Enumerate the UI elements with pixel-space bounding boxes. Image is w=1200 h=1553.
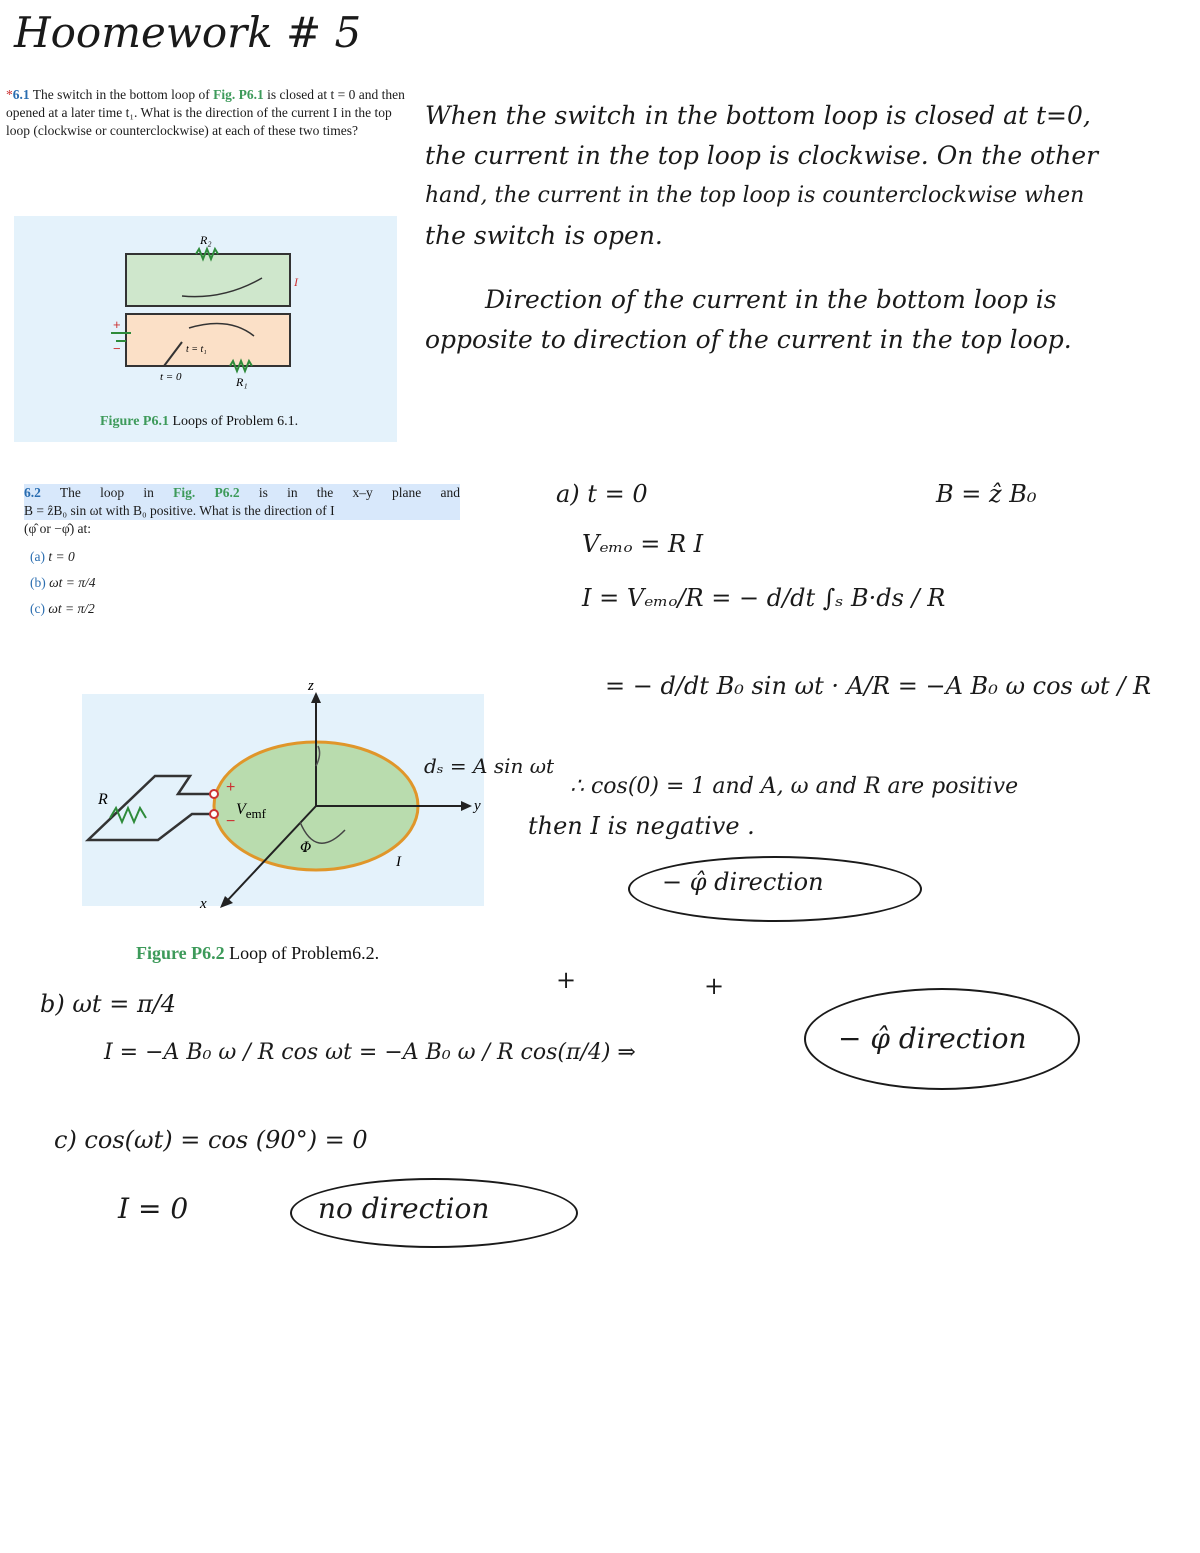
problem-text: B = ẑB₀ sin ωt with B₀ positive. What is the direction of I <box>24 502 460 520</box>
current-label: I <box>294 275 298 289</box>
answer-c: no direction <box>318 1192 490 1225</box>
derivative-step: = − d/dt B₀ sin ωt · A/R = −A B₀ ω cos ωt / R <box>605 672 1152 700</box>
part-label: (b) <box>30 575 46 590</box>
problem-6-2-text <box>24 484 460 622</box>
switch-close-time-label: t = 0 <box>160 371 182 383</box>
caption-text: Loops of Problem 6.1. <box>172 414 299 429</box>
current-label: I <box>396 854 401 870</box>
loop-wire <box>88 776 214 840</box>
problem-number: 6.2 <box>24 485 41 500</box>
part-label: (c) <box>30 601 45 616</box>
resistor-r1-label: R₁ <box>236 375 248 389</box>
part-item <box>30 544 460 570</box>
caption-label: Figure P6.1 <box>100 414 169 429</box>
answer-line: hand, the current in the top loop is counterclockwise when <box>425 183 1085 208</box>
starred-marker: * <box>6 87 13 102</box>
answer-line: the current in the top loop is clockwise. On the other <box>425 141 1099 170</box>
problem-text: The switch in the bottom loop of <box>32 87 210 102</box>
x-axis-label: x <box>200 896 207 912</box>
figure-reference: Fig. P6.1 <box>213 87 264 102</box>
terminal-minus <box>210 810 218 818</box>
answer-line: the switch is open. <box>425 221 663 250</box>
sign-plus: + <box>556 966 577 994</box>
b-field-note: B = ẑ B₀ <box>936 480 1037 508</box>
part-b-label: b) ωt = π/4 <box>40 990 177 1018</box>
answer-line: opposite to direction of the current in the top loop. <box>425 325 1072 354</box>
part-item <box>30 570 460 596</box>
resistor-r2-label: R₂ <box>200 233 212 247</box>
answer-line: Direction of the current in the bottom loop is <box>485 285 1057 314</box>
vemf-subscript: emf <box>245 806 266 821</box>
problem-text: is in the x–y plane and <box>258 485 460 500</box>
bottom-loop <box>126 314 290 366</box>
part-text: ωt = π/2 <box>48 601 95 616</box>
conclusion-note: then I is negative . <box>528 812 755 840</box>
part-c-current: I = 0 <box>118 1192 189 1225</box>
terminal-plus-label: + <box>226 779 236 796</box>
current-equation: I = Vₑₘₒ/R = − d/dt ∫ₛ B·ds / R <box>582 584 946 612</box>
caption-label: Figure P6.2 <box>136 943 225 963</box>
problem-text: (φ̂ or −φ̂) at: <box>24 521 92 536</box>
problem-parts <box>24 544 460 622</box>
y-axis-arrowhead <box>461 801 472 811</box>
circuit-diagram <box>14 216 397 442</box>
caption-text: Loop of Problem6.2. <box>229 943 380 963</box>
battery-minus: − <box>113 341 121 356</box>
answer-line: When the switch in the bottom loop is closed at t=0, <box>425 101 1091 130</box>
problem-text: The loop in <box>59 485 154 500</box>
problem-text: is closed at t = 0 and then opened at a later time t₁. What is the direction of the current I in the top loop (clockwise or counterclockwise) at each of these two times? <box>6 87 405 138</box>
terminal-minus-label: − <box>226 813 236 830</box>
battery-plus: + <box>113 317 121 332</box>
part-label: (a) <box>30 549 45 564</box>
phi-label: Φ <box>300 840 312 856</box>
resistor-label: R <box>98 791 108 808</box>
top-loop <box>126 254 290 306</box>
answer-6-1 <box>425 96 1195 360</box>
loop-diagram <box>0 670 560 920</box>
part-text: ωt = π/4 <box>49 575 96 590</box>
part-text: t = 0 <box>48 549 75 564</box>
z-axis-label: z <box>308 678 314 694</box>
part-item <box>30 596 460 622</box>
area-note: dₛ = A sin ωt <box>424 754 555 778</box>
condition-note: ∴ cos(0) = 1 and A, ω and R are positive <box>570 774 1019 799</box>
figure-p6-1 <box>14 216 397 442</box>
problem-number: 6.1 <box>12 87 30 102</box>
part-b-equation: I = −A B₀ ω / R cos ωt = −A B₀ ω / R cos(π/4) ⇒ <box>104 1040 636 1065</box>
terminal-plus <box>210 790 218 798</box>
vemf-equation: Vₑₘₒ = R I <box>582 530 704 558</box>
part-c-label: c) cos(ωt) = cos (90°) = 0 <box>54 1126 368 1154</box>
figure-caption <box>100 414 298 430</box>
answer-a: − φ̂ direction <box>662 868 824 896</box>
part-a-label: a) t = 0 <box>556 480 648 508</box>
figure-caption <box>136 943 379 964</box>
answer-b: − φ̂ direction <box>838 1022 1027 1055</box>
problem-6-1-text <box>6 86 406 140</box>
y-axis-label: y <box>474 798 481 814</box>
page-title: Hoomework # 5 <box>14 8 362 57</box>
vemf-symbol: V <box>236 801 246 818</box>
sign-plus: + <box>704 972 725 1000</box>
switch-open-time-label: t = t₁ <box>186 344 207 355</box>
figure-reference: Fig. P6.2 <box>173 485 240 500</box>
